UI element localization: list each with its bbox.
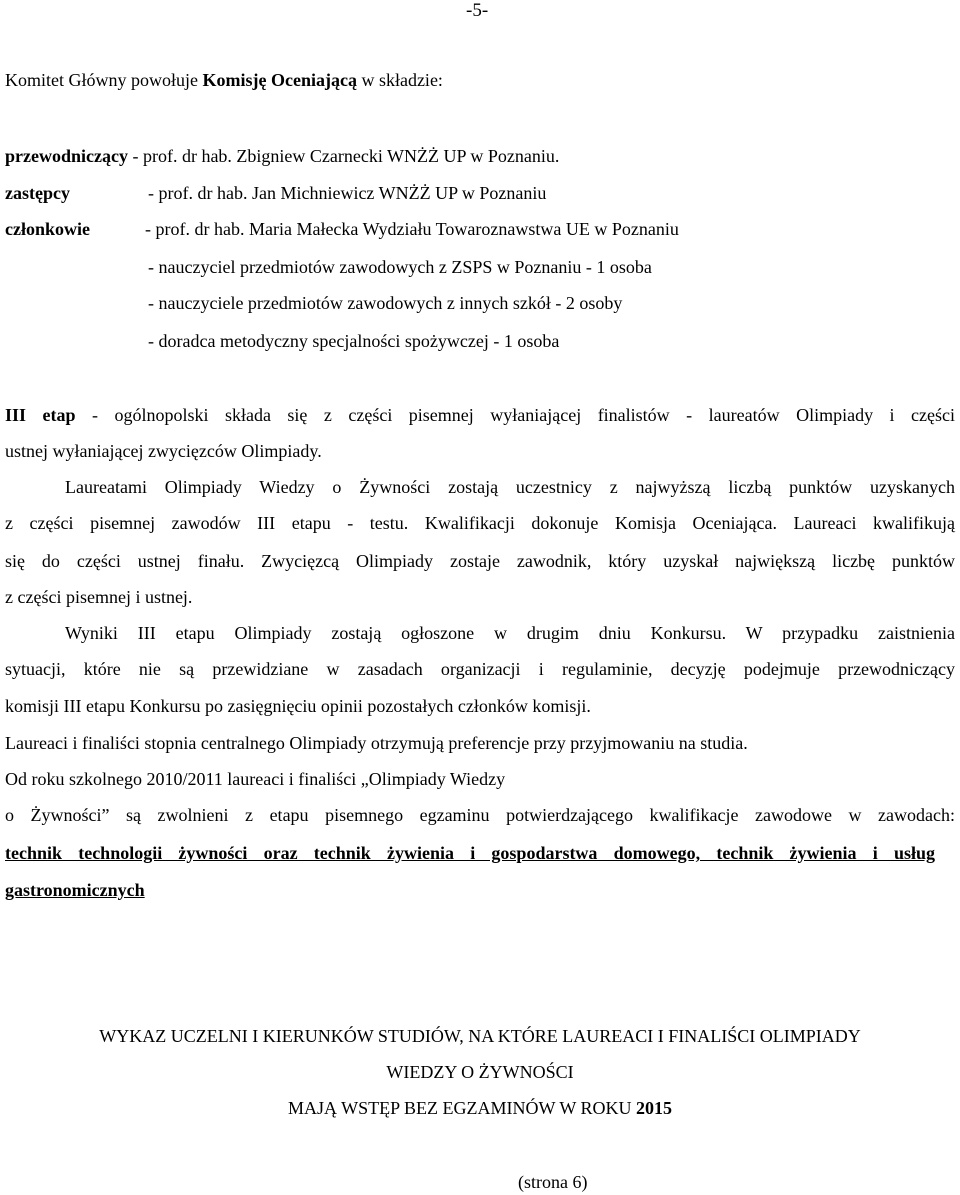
chair-text: - prof. dr hab. Zbigniew Czarnecki WNŻŻ UP w Poznaniu.	[127, 146, 560, 166]
heading-line-3	[0, 1098, 960, 1119]
professions-line-2: gastronomicznych	[5, 880, 145, 900]
member-item: - doradca metodyczny specjalności spożywczej - 1 osoba	[148, 331, 560, 351]
stage3-text: - ogólnopolski składa się z części pisemnej wyłaniającej finalistów - laureatów Olimpiady i części	[75, 405, 955, 425]
page-reference: (strona 6)	[518, 1172, 588, 1192]
stage3-line-8: sytuacji, które nie są przewidziane w zasadach organizacji i regulaminie, decyzję podejmuje przewodniczący	[5, 659, 955, 679]
stage3-line-9: komisji III etapu Konkursu po zasięgnięciu opinii pozostałych członków komisji.	[5, 696, 591, 716]
member-item: - nauczyciele przedmiotów zawodowych z innych szkół - 2 osoby	[148, 293, 623, 313]
intro-bold: Komisję Oceniającą	[202, 70, 357, 90]
member-item: - prof. dr hab. Maria Małecka Wydziału Towaroznawstwa UE w Poznaniu	[145, 219, 679, 239]
heading-year: 2015	[636, 1098, 672, 1118]
deputy-text: - prof. dr hab. Jan Michniewicz WNŻŻ UP w Poznaniu	[148, 183, 547, 203]
intro-line	[5, 70, 443, 91]
heading-line-2: WIEDZY O ŻYWNOŚCI	[386, 1062, 574, 1082]
intro-suffix: w składzie:	[356, 70, 443, 90]
member-item: - nauczyciel przedmiotów zawodowych z ZSPS w Poznaniu - 1 osoba	[148, 257, 652, 277]
professions-line-1: technik technologii żywności oraz technik żywienia i gospodarstwa domowego, technik żywienia i usług	[5, 843, 935, 863]
stage3-line-1	[5, 405, 955, 426]
stage3-line-6: z części pisemnej i ustnej.	[5, 587, 193, 607]
stage3-line-11: Od roku szkolnego 2010/2011 laureaci i finaliści „Olimpiady Wiedzy	[5, 769, 506, 789]
heading-line-1: WYKAZ UCZELNI I KIERUNKÓW STUDIÓW, NA KTÓRE LAUREACI I FINALIŚCI OLIMPIADY	[99, 1026, 861, 1046]
heading-line-3-text: MAJĄ WSTĘP BEZ EGZAMINÓW W ROKU	[287, 1098, 636, 1118]
chair-line	[5, 146, 559, 167]
deputy-label: zastępcy	[5, 183, 70, 203]
stage3-line-4: z części pisemnej zawodów III etapu - testu. Kwalifikacji dokonuje Komisja Oceniająca. Laureaci kwalifikują	[5, 513, 955, 533]
stage3-bold: III etap	[5, 405, 76, 425]
stage3-line-12: o Żywności” są zwolnieni z etapu pisemnego egzaminu potwierdzającego kwalifikacje zawodowe w zawodach:	[5, 805, 955, 825]
intro-prefix: Komitet Główny powołuje	[5, 70, 203, 90]
stage3-line-7: Wyniki III etapu Olimpiady zostają ogłoszone w drugim dniu Konkursu. W przypadku zaistnienia	[65, 623, 955, 643]
members-label: członkowie	[5, 219, 90, 239]
stage3-line-2: ustnej wyłaniającej zwycięzców Olimpiady.	[5, 441, 322, 461]
stage3-line-3: Laureatami Olimpiady Wiedzy o Żywności zostają uczestnicy z najwyższą liczbą punktów uzyskanych	[65, 477, 955, 497]
chair-label: przewodniczący	[5, 146, 128, 166]
page-number: -5-	[466, 0, 489, 21]
stage3-line-10: Laureaci i finaliści stopnia centralnego Olimpiady otrzymują preferencje przy przyjmowaniu na studia.	[5, 733, 748, 753]
stage3-line-5: się do części ustnej finału. Zwycięzcą Olimpiady zostaje zawodnik, który uzyskał największą liczbę punktów	[5, 551, 955, 571]
